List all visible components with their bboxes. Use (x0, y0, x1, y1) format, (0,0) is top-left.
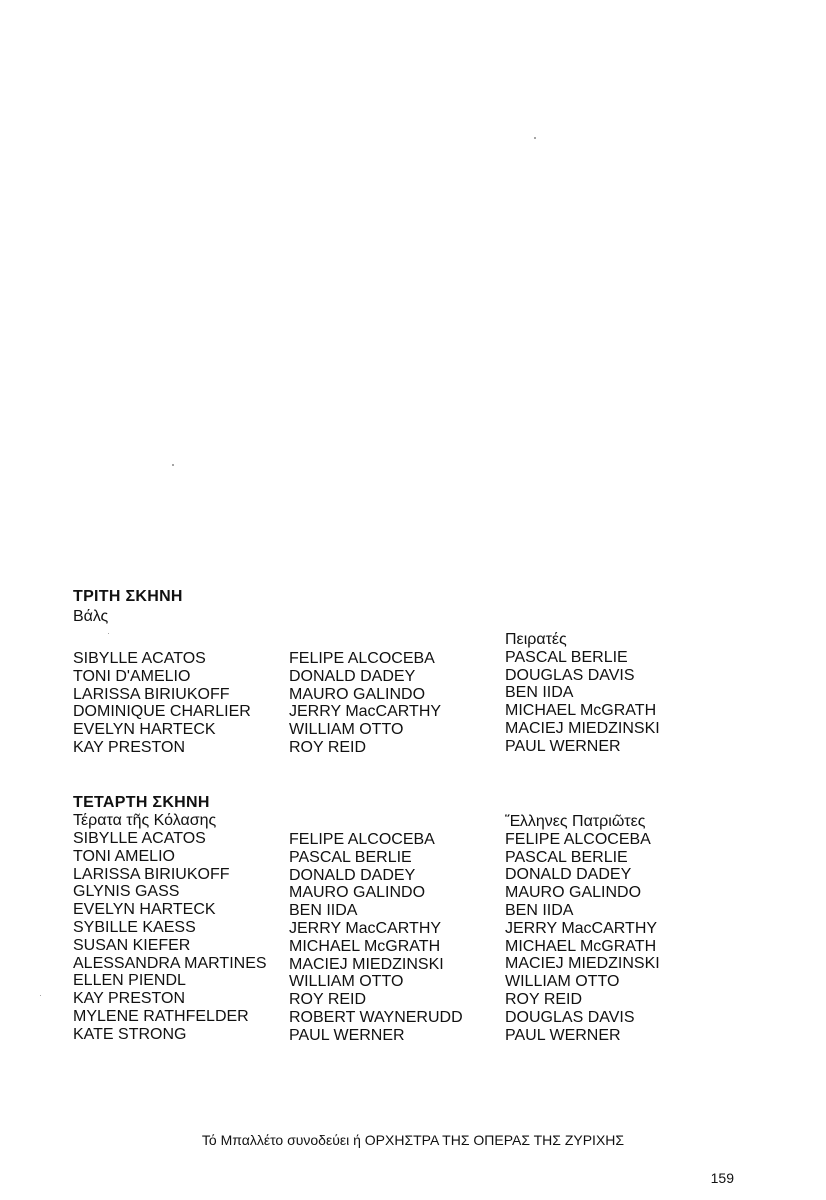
cast-member-name: PAUL WERNER (289, 1026, 405, 1044)
cast-member-name: DOMINIQUE CHARLIER (73, 703, 251, 721)
cast-member-name: PASCAL BERLIE (505, 848, 628, 866)
cast-member-name: WILLIAM OTTO (289, 721, 404, 739)
cast-member-name: WILLIAM OTTO (505, 973, 620, 991)
scene-four-heading: ΤΕΤΑΡΤΗ ΣΚΗΝΗ (73, 794, 210, 811)
cast-member-name: SIBYLLE ACATOS (73, 830, 206, 847)
cast-member-name: DOUGLAS DAVIS (505, 1008, 635, 1026)
cast-member-name: KAY PRESTON (73, 738, 186, 756)
cast-member-name: FELIPE ALCOCEBA (505, 830, 651, 848)
cast-member-name: MAURO GALINDO (505, 884, 642, 902)
cast-member-name: MACIEJ MIEDZINSKI (289, 955, 444, 973)
cast-member-name: JERRY MacCARTHY (289, 703, 442, 721)
cast-member-name: WILLIAM OTTO (289, 973, 404, 991)
cast-member-name: PASCAL BERLIE (289, 848, 412, 866)
cast-member-name: SYBILLE KAESS (73, 918, 196, 936)
cast-member-name: ROY REID (289, 738, 367, 756)
cast-list (505, 649, 660, 756)
cast-member-name: ELLEN PIENDL (73, 972, 186, 990)
cast-member-name: PAUL WERNER (505, 737, 621, 755)
cast-member-name: SUSAN KIEFER (73, 936, 191, 954)
cast-member-name: LARISSA BIRIUKOFF (73, 685, 230, 703)
cast-member-name: EVELYN HARTECK (73, 901, 216, 919)
cast-list (289, 650, 441, 757)
cast-member-name: MAURO GALINDO (289, 685, 426, 703)
cast-list (505, 831, 660, 1045)
scene-four-subheading: Τέρατα τῆς Κόλασης (73, 812, 217, 829)
cast-member-name: BEN IIDA (505, 901, 574, 919)
cast-member-name: ROY REID (289, 991, 367, 1009)
cast-member-name: KAY PRESTON (73, 990, 186, 1008)
cast-member-name: BEN IIDA (289, 902, 358, 920)
cast-list (73, 650, 251, 757)
cast-member-name: ROY REID (505, 990, 583, 1008)
cast-member-name: TONI D'AMELIO (73, 667, 191, 685)
scene-three-subheading: Βάλς (73, 608, 109, 625)
cast-member-name: SIBYLLE ACATOS (73, 650, 206, 667)
cast-member-name: MICHAEL McGRATH (505, 702, 657, 720)
cast-member-name: JERRY MacCARTHY (289, 919, 442, 937)
cast-member-name: DONALD DADEY (289, 667, 416, 685)
column-title: Ἕλληνες Πατριῶτες (505, 813, 646, 830)
paper-speck (108, 633, 109, 634)
cast-member-name: ALESSANDRA MARTINES (73, 954, 267, 972)
cast-member-name: FELIPE ALCOCEBA (289, 831, 435, 848)
cast-member-name: JERRY MacCARTHY (505, 919, 658, 937)
paper-speck (40, 995, 41, 996)
cast-member-name: MACIEJ MIEDZINSKI (505, 719, 660, 737)
page-number: 159 (710, 1170, 734, 1186)
cast-member-name: GLYNIS GASS (73, 883, 180, 901)
cast-member-name: DOUGLAS DAVIS (505, 666, 635, 684)
scene-three-column-3 (505, 631, 660, 756)
scene-three-heading: ΤΡΙΤΗ ΣΚΗΝΗ (73, 588, 183, 605)
cast-member-name: EVELYN HARTECK (73, 721, 216, 739)
cast-member-name: MACIEJ MIEDZINSKI (505, 955, 660, 973)
column-title: Πειρατές (505, 631, 567, 648)
cast-member-name: FELIPE ALCOCEBA (289, 650, 435, 667)
cast-member-name: DONALD DADEY (505, 866, 632, 884)
cast-member-name: ROBERT WAYNERUDD (289, 1008, 463, 1026)
scene-three-column-2 (289, 650, 441, 757)
cast-member-name: KATE STRONG (73, 1025, 187, 1043)
footer-note: Τό Μπαλλέτο συνοδεύει ή ΟΡΧΗΣΤΡΑ ΤΗΣ ΟΠΕΡΑΣ ΤΗΣ ΖΥΡΙΧΗΣ (201, 1132, 625, 1148)
cast-member-name: LARISSA BIRIUKOFF (73, 865, 230, 883)
scene-four-column-3 (505, 813, 660, 1044)
scene-three-column-1 (73, 650, 251, 757)
cast-member-name: MICHAEL McGRATH (505, 937, 657, 955)
scene-four-column-1 (73, 830, 267, 1044)
paper-speck (172, 464, 174, 466)
paper-speck (534, 137, 536, 139)
cast-member-name: MAURO GALINDO (289, 884, 426, 902)
cast-member-name: TONI AMELIO (73, 847, 175, 865)
cast-member-name: MYLENE RATHFELDER (73, 1007, 249, 1025)
cast-member-name: PASCAL BERLIE (505, 648, 628, 666)
cast-member-name: MICHAEL McGRATH (289, 937, 441, 955)
cast-list (73, 830, 267, 1044)
scene-four-column-2 (289, 831, 463, 1045)
cast-member-name: PAUL WERNER (505, 1026, 621, 1044)
cast-member-name: DONALD DADEY (289, 866, 416, 884)
cast-list (289, 831, 463, 1045)
cast-member-name: BEN IIDA (505, 684, 574, 702)
